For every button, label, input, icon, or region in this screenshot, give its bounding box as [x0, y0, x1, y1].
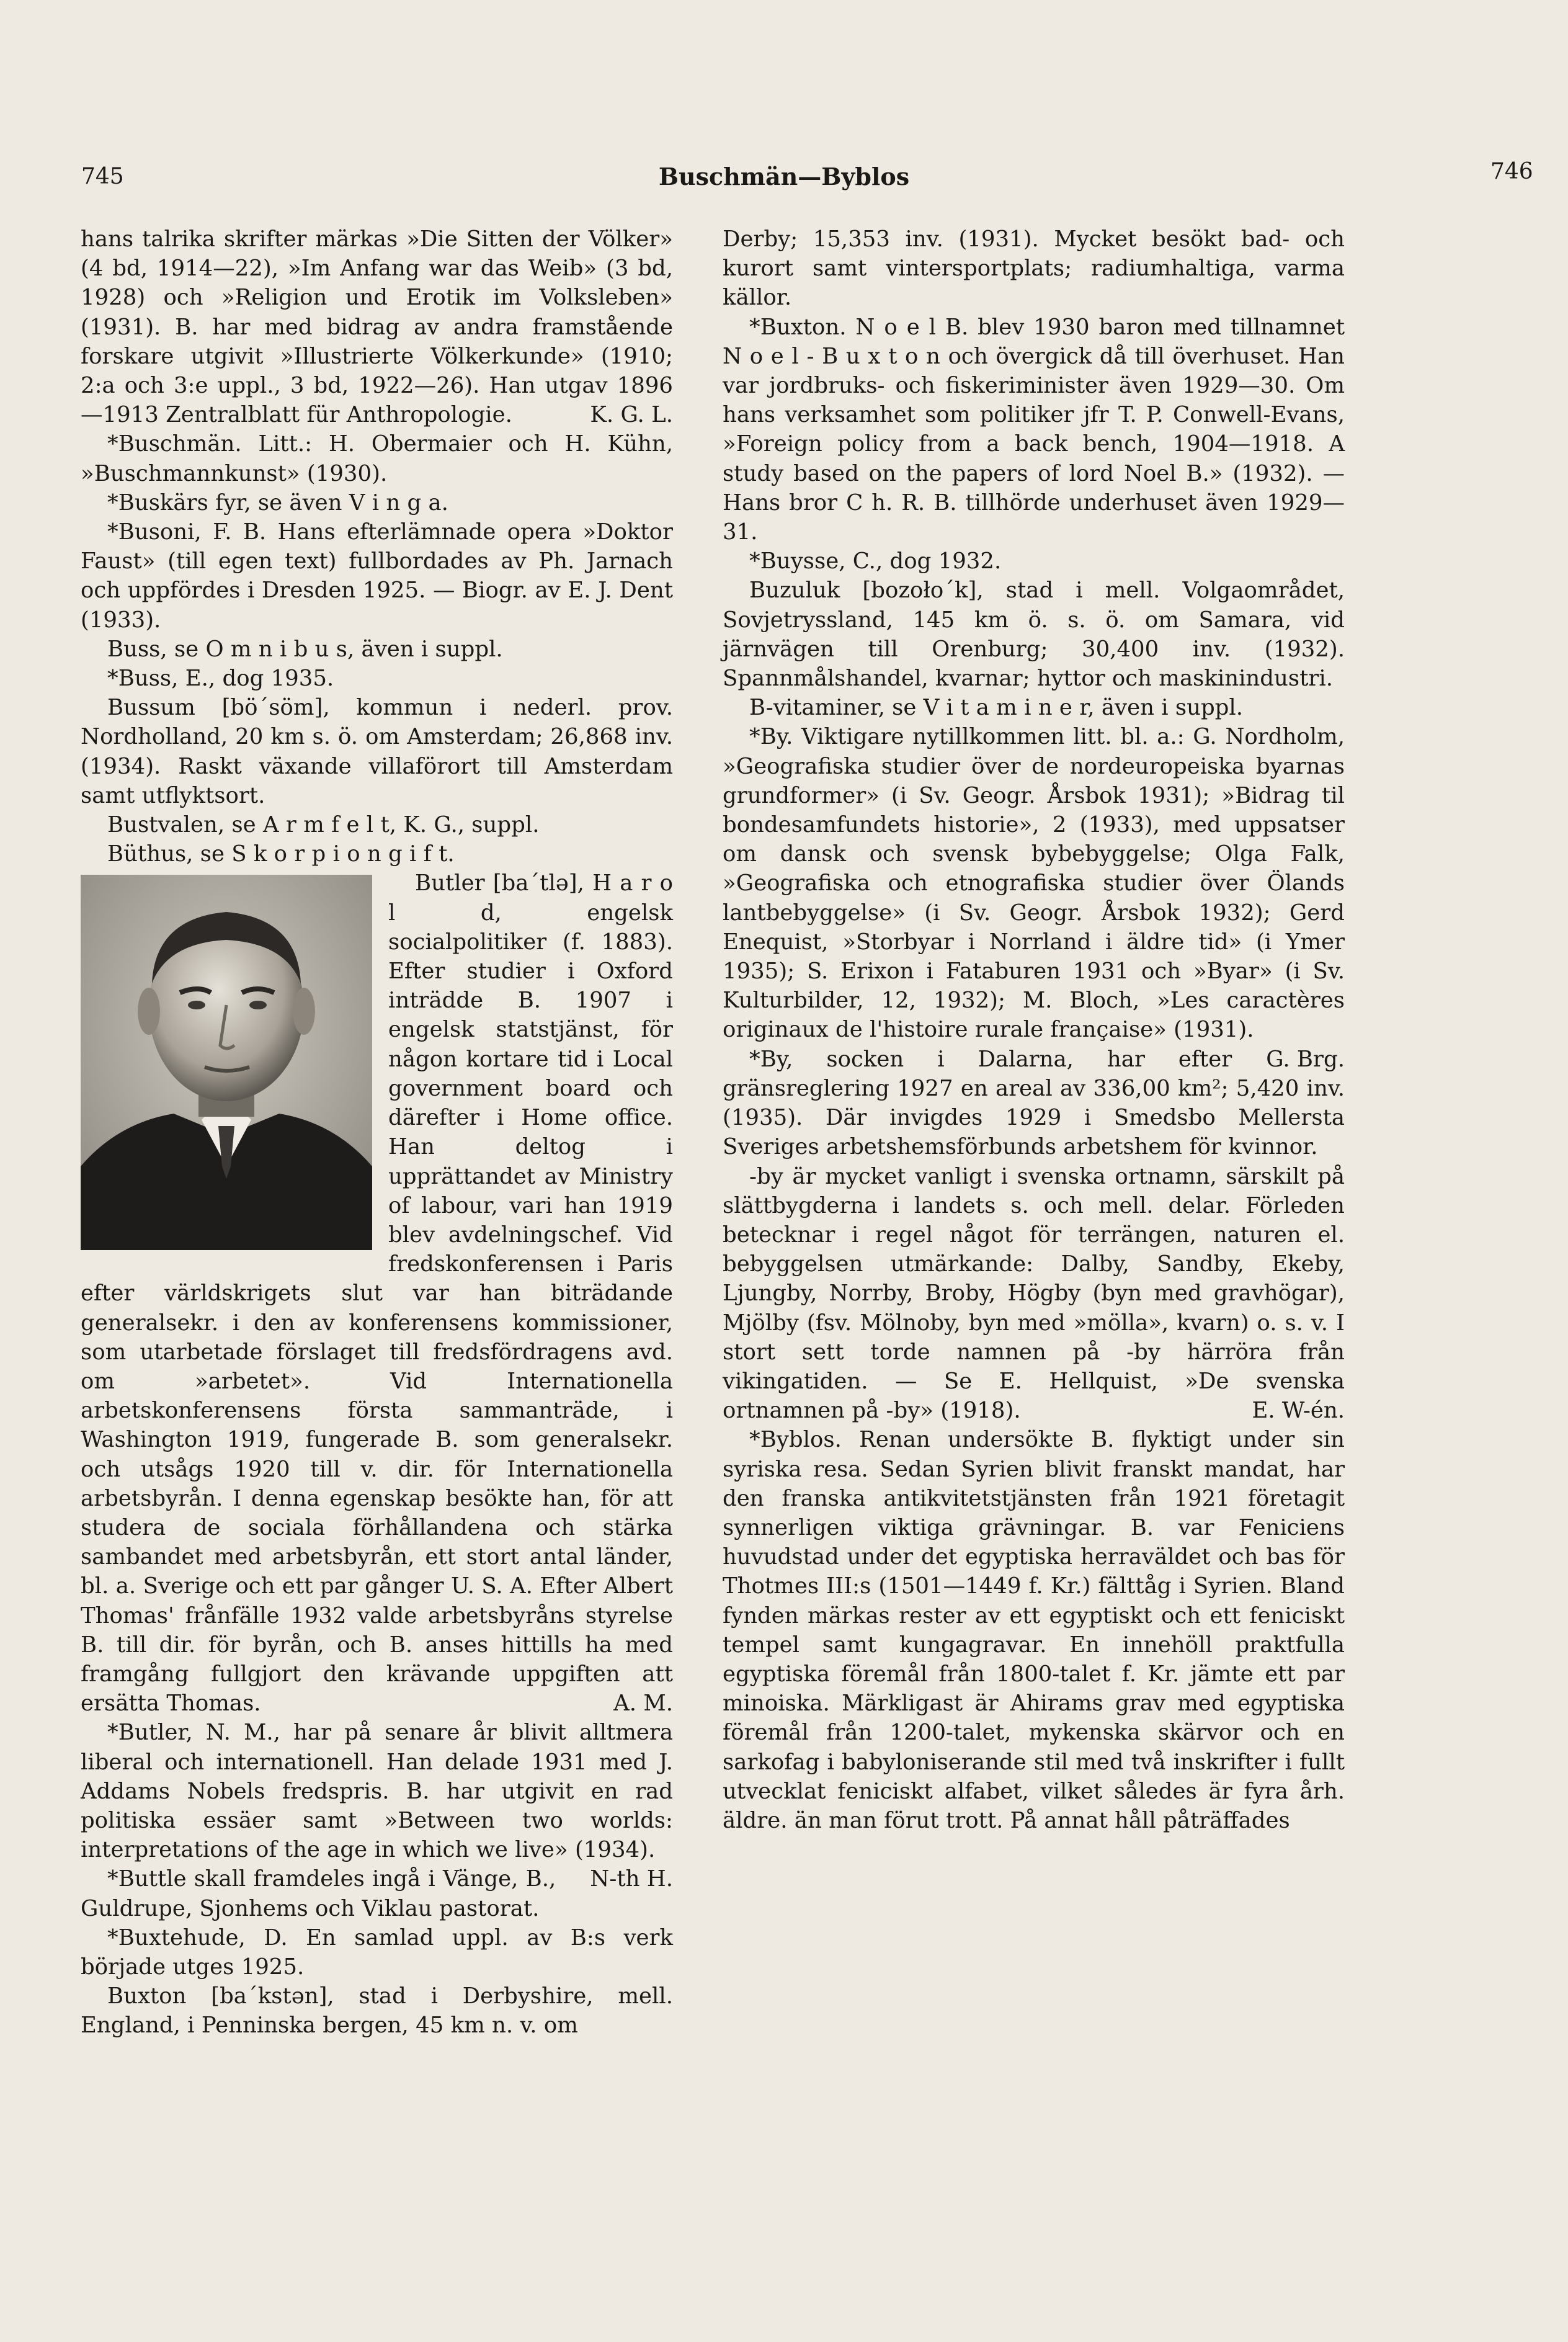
entry-buysse: *Buysse, C., dog 1932.: [749, 548, 1002, 574]
running-title: Buschmän—Byblos: [658, 163, 910, 190]
signoff: A. M.: [613, 1691, 673, 1717]
signoff: G. Brg.: [1266, 1046, 1345, 1072]
signoff: E. W-én.: [1252, 1398, 1345, 1424]
entry-by-socken: *By, socken i Dalarna, har efter gränsreglering 1927 en areal av 336,00 km²; 5,420 inv. (1935). Där invigdes 1929 i Smedsbo Mellersta Sveriges arbetshemsförbunds arbetshem för kvinnor.: [723, 1046, 1345, 1160]
entry-b-vitaminer: B-vitaminer, se V i t a m i n e r, även i suppl.: [749, 695, 1244, 721]
entry-buttle: *Buttle skall framdeles ingå i Vänge, B., Guldrupe, Sjonhems och Viklau pastorat.: [81, 1866, 556, 1921]
right-column: [723, 225, 1345, 1835]
signoff: N-th H.: [590, 1866, 673, 1892]
entry-buthus: Büthus, se S k o r p i o n g i f t.: [107, 841, 455, 867]
entry-continuation: hans talrika skrifter märkas »Die Sitten der Völker» (4 bd, 1914—22), »Im Anfang war das Weib» (3 bd, 1928) och »Religion und Erotik im Volksleben» (1931). B. har med bidrag av andra framstående forskare utgivit »Illustrierte Völkerkunde» (1910; 2:a och 3:e uppl., 3 bd, 1922—26). Han utgav 1896—1913 Zentralblatt für Anthropologie. K. G. L.: [81, 225, 673, 429]
portrait-image: [81, 875, 372, 1250]
signoff: K. G. L.: [590, 402, 673, 428]
entry-buss-e: *Buss, E., dog 1935.: [107, 666, 334, 692]
entry-butler-harold: Butler [ba´tlə], H a r o l d, engelsk socialpolitiker (f. 1883). Efter studier i Oxford inträdde B. 1907 i engelsk statstjänst, för någon kortare tid i Local government board och därefter i Home office. Han deltog i upprättandet av Ministry of labour, vari han 1919 blev avdelningschef. Vid fredskonferensen i Paris efter världskrigets slut var han biträdande generalsekr. i den av konferensens kommissioner, som utarbetade förslaget till fredsfördragens avd. om »arbetet». Vid Internationella arbetskonferensens första sammanträde, i Washington 1919, fungerade B. som generalsekr. och utsågs 1920 till v. dir. för Internationella arbetsbyrån. I denna egenskap besökte han, för att studera de sociala förhållandena och stärka sambandet med arbetsbyrån, ett stort antal länder, bl. a. Sverige och ett par gånger U. S. A. Efter Albert Thomas' frånfälle 1932 valde arbetsbyråns styrelse B. till dir. för byrån, och B. anses hittills ha med framgång fullgjort den krävande uppgiften att ersätta Thomas. A. M.: [81, 869, 673, 1718]
entry-bustvalen: Bustvalen, se A r m f e l t, K. G., suppl.: [107, 812, 540, 838]
entry-buschman: *Buschmän. Litt.: H. Obermaier och H. Kühn, »Buschmannkunst» (1930).: [81, 431, 673, 486]
entry-buskars-fyr: *Buskärs fyr, se även V i n g a.: [107, 489, 448, 516]
entry-buxton-noel: *Buxton. N o e l B. blev 1930 baron med tillnamnet N o e l - B u x t o n och övergick då till överhuset. Han var jordbruks- och fiskeriminister även 1929—30. Om hans verksamhet som politiker jfr T. P. Conwell-Evans, »Foreign policy from a back bench, 1904—1918. A study based on the papers of lord Noel B.» (1932). — Hans bror C h. R. B. tillhörde underhuset även 1929—31.: [723, 314, 1345, 545]
entry-buss-omnibus: Buss, se O m n i b u s, även i suppl.: [107, 636, 503, 662]
right-page-number: 746: [1490, 159, 1533, 184]
page-header: [0, 159, 1568, 196]
entry-byblos: *Byblos. Renan undersökte B. flyktigt under sin syriska resa. Sedan Syrien blivit franskt mandat, har den franska antikvitetstjänsten från 1921 företagit synnerligen viktiga grävningar. B. var Feniciens huvudstad under det egyptiska herraväldet och bas för Thotmes III:s (1501—1449 f. Kr.) fälttåg i Syrien. Bland fynden märkas rester av ett egyptiskt och ett feniciskt tempel samt kungagravar. En innehöll praktfulla egyptiska föremål från 1800-talet f. Kr. jämte ett par minoiska. Märkligast är Ahirams grav med egyptiska föremål från 1200-talet, mykenska skärvor och en sarkofag i babyloniserande stil med två inskrifter i fullt utvecklat feniciskt alfabet, vilket således är fyra årh. äldre. än man förut trott. På annat håll påträffades: [723, 1427, 1345, 1833]
left-column: [81, 225, 673, 2040]
entry-buxtehude: *Buxtehude, D. En samlad uppl. av B:s verk började utges 1925.: [81, 1924, 673, 1980]
entry-busoni: *Busoni, F. B. Hans efterlämnade opera »Doktor Faust» (till egen text) fullbordades av Ph. Jarnach och uppfördes i Dresden 1925. — Biogr. av E. J. Dent (1933).: [81, 519, 673, 633]
entry-butler-nm: *Butler, N. M., har på senare år blivit alltmera liberal och internationell. Han delade 1931 med J. Addams Nobels fredspris. B. har utgivit en rad politiska essäer samt »Between two worlds: interpretations of the age in which we live» (1934). N-th H.: [81, 1718, 673, 1864]
entry-buxton-continuation: Derby; 15,353 inv. (1931). Mycket besökt bad- och kurort samt vintersportplats; radiumhaltiga, varma källor.: [723, 226, 1345, 311]
entry-by-suffix: -by är mycket vanligt i svenska ortnamn, särskilt på slättbygderna i landets s. och mell. delar. Förleden betecknar i regel något för terrängen, naturen el. bebyggelsen utmärkande: Dalby, Sandby, Ekeby, Ljungby, Norrby, Broby, Högby (byn med gravhögar), Mjölby (fsv. Mölnoby, byn med »mölla», kvarn) o. s. v. I stort sett torde namnen på -by härröra från vikingatiden. — Se E. Hellquist, »De svenska ortnamnen på -by» (1918). E. W-én.: [723, 1162, 1345, 1426]
entry-by-litt: *By. Viktigare nytillkommen litt. bl. a.: G. Nordholm, »Geografiska studier över de nordeuropeiska byarnas grundformer» (i Sv. Geogr. Årsbok 1931); »Bidrag til bondesamfundets historie», 2 (1933), med uppsatser om dansk och svensk bybebyggelse; Olga Falk, »Geografiska och etnografiska studier över Ölands lantbebyggelse» (i Sv. Geogr. Årsbok 1932); Gerd Enequist, »Storbyar i Norrland i äldre tid» (i Ymer 1935); S. Erixon i Fataburen 1931 och »Byar» (i Sv. Kulturbilder, 12, 1932); M. Bloch, »Les caractères originaux de l'histoire rurale française» (1931). G. Brg.: [723, 722, 1345, 1044]
left-page-number: 745: [81, 164, 124, 189]
entry-buzuluk: Buzuluk [bozoło´k], stad i mell. Volgaområdet, Sovjetryssland, 145 km ö. s. ö. om Samara, vid järnvägen till Orenburg; 30,400 inv. (1932). Spannmålshandel, kvarnar; hyttor och maskinindustri.: [723, 578, 1345, 692]
entry-buxton: Buxton [ba´kstən], stad i Derbyshire, mell. England, i Penninska bergen, 45 km n. v. om: [81, 1983, 673, 2039]
entry-bussum: Bussum [bö´söm], kommun i nederl. prov. Nordholland, 20 km s. ö. om Amsterdam; 26,868 inv. (1934). Raskt växande villaförort till Amsterdam samt utflyktsort.: [81, 695, 673, 808]
portrait-photo: [81, 875, 372, 1250]
